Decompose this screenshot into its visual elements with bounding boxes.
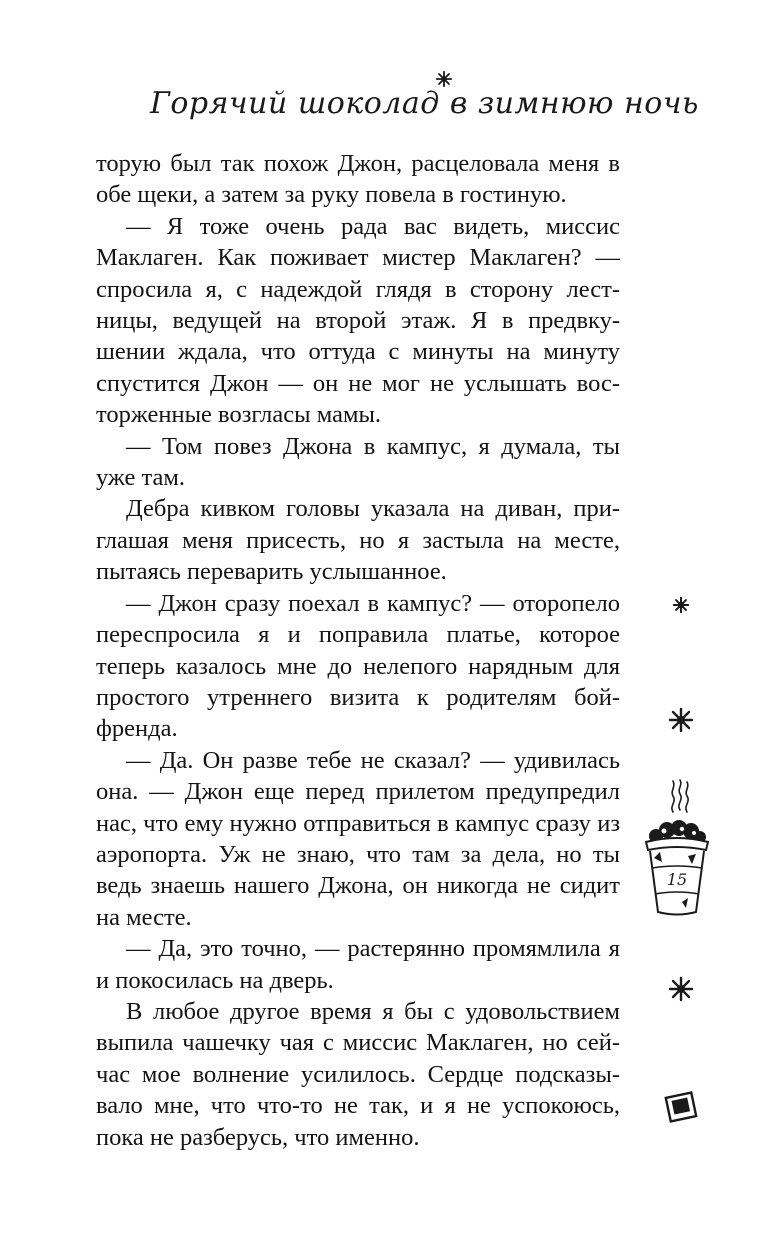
cocoa-cup bbox=[642, 818, 712, 918]
photo-card-icon bbox=[663, 1090, 699, 1124]
paragraph: — Я тоже очень рада вас видеть, миссис Маклаген. Как поживает мистер Маклаген? — спросила я, с надеждой глядя в сторону лестницы, ведущей на второй этаж. Я в предвкушении ждала, что оттуда с минуты на минуту спустится Джон — он не мог не услышать восторженные возгласы мамы. bbox=[96, 212, 620, 429]
steam-icon bbox=[668, 778, 692, 814]
page-number: 15 bbox=[666, 870, 688, 889]
paragraph: Дебра кивком головы указала на диван, приглашая меня присесть, но я застыла на месте, пытаясь переварить услышанное. bbox=[96, 495, 620, 586]
running-header bbox=[150, 78, 699, 128]
cocoa-cup-icon bbox=[642, 818, 712, 918]
running-title: Горячий шоколад в зимнюю ночь bbox=[150, 86, 699, 121]
paragraph: — Джон сразу поехал в кампус? — оторопело переспросила я и поправила платье, которое теперь казалось мне до нелепого нарядным для простого утреннего визита к родителям бойфренда. bbox=[96, 589, 620, 743]
paragraph: — Да. Он разве тебе не сказал? — удивилась она. — Джон еще перед прилетом предупредил нас, что ему нужно отправиться в кампус сразу из аэропорта. Уж не знаю, что там за дела, но ты ведь знаешь нашего Джона, он никогда не сидит на месте. bbox=[96, 746, 620, 931]
snowflake-icon bbox=[668, 976, 694, 1002]
paragraph: В любое другое время я бы с удовольствием выпила чашечку чая с миссис Маклаген, но сейчас мое волнение усилилось. Сердце подсказывало мне, что что-то не так, и я не успокоюсь, пока не разберусь, что именно. bbox=[96, 997, 620, 1151]
snowflake-icon bbox=[672, 596, 690, 614]
snowflake-icon bbox=[668, 707, 694, 733]
paragraph: торую был так похож Джон, расцеловала меня в обе щеки, а затем за руку повела в гостиную. bbox=[96, 150, 620, 209]
paragraph: — Том повез Джона в кампус, я думала, ты уже там. bbox=[96, 432, 620, 492]
body-text bbox=[96, 148, 620, 1153]
paragraph: — Да, это точно, — растерянно промямлила я и покосилась на дверь. bbox=[96, 935, 620, 994]
